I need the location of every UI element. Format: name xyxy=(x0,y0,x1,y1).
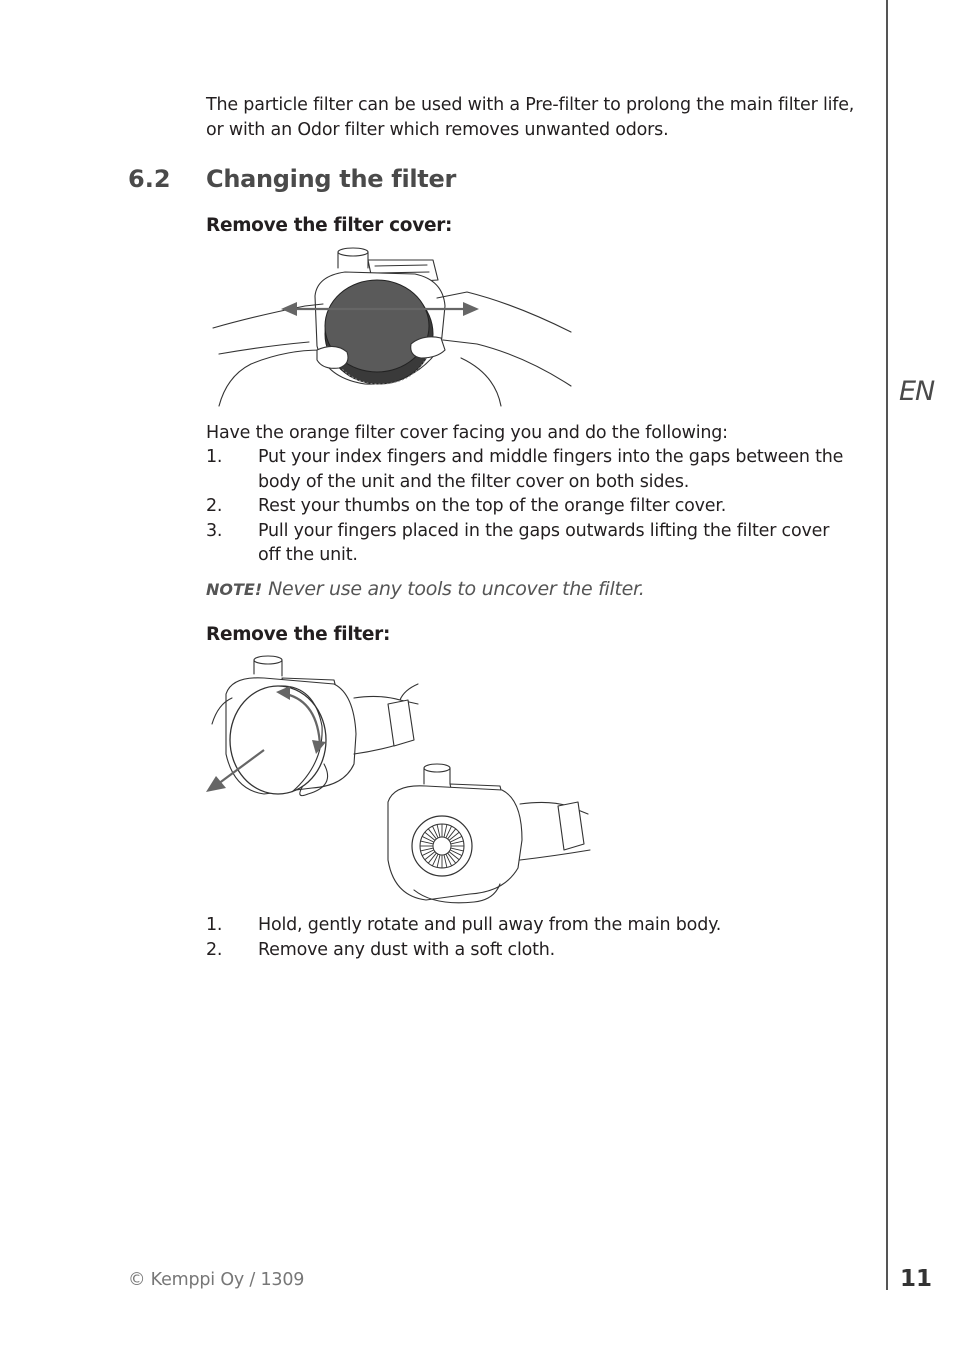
step-number: 3. xyxy=(206,520,223,541)
step-number: 1. xyxy=(206,447,223,467)
list-item xyxy=(206,494,856,519)
step-number: 1. xyxy=(206,915,223,935)
cover-steps-list xyxy=(206,445,856,568)
step-text: Hold, gently rotate and pull away from the main body. xyxy=(258,915,722,935)
subheading-remove-filter: Remove the filter: xyxy=(206,624,391,645)
list-item xyxy=(206,445,856,494)
remove-filter-illustration xyxy=(204,654,596,908)
step-number: 2. xyxy=(206,939,223,960)
copyright-footer: © Kemppi Oy / 1309 xyxy=(128,1270,305,1290)
note xyxy=(206,578,645,600)
section-title: Changing the filter xyxy=(206,165,456,193)
language-tab: EN xyxy=(899,376,935,407)
subheading-remove-cover: Remove the filter cover: xyxy=(206,215,453,236)
page-number: 11 xyxy=(900,1266,933,1292)
note-label: NOTE! xyxy=(206,580,263,599)
cover-lead-text: Have the orange filter cover facing you and do the following: xyxy=(206,423,728,443)
step-text: Put your index fingers and middle fingers into the gaps between the body of the unit and the filter cover on both sides. xyxy=(258,447,844,492)
list-item xyxy=(206,519,856,568)
section-number: 6.2 xyxy=(128,165,171,193)
list-item xyxy=(206,938,856,963)
intro-paragraph: The particle filter can be used with a Pre-filter to prolong the main filter life, or with an Odor filter which removes unwanted odors. xyxy=(206,95,855,140)
note-text: Never use any tools to uncover the filter. xyxy=(268,578,645,600)
step-text: Pull your fingers placed in the gaps outwards lifting the filter cover off the unit. xyxy=(258,520,830,565)
step-text: Remove any dust with a soft cloth. xyxy=(258,939,556,960)
margin-rule xyxy=(886,0,888,1290)
list-item xyxy=(206,913,856,938)
filter-steps-list xyxy=(206,913,856,962)
step-text: Rest your thumbs on the top of the orange filter cover. xyxy=(258,496,727,516)
step-number: 2. xyxy=(206,496,223,516)
remove-cover-illustration xyxy=(205,246,575,411)
